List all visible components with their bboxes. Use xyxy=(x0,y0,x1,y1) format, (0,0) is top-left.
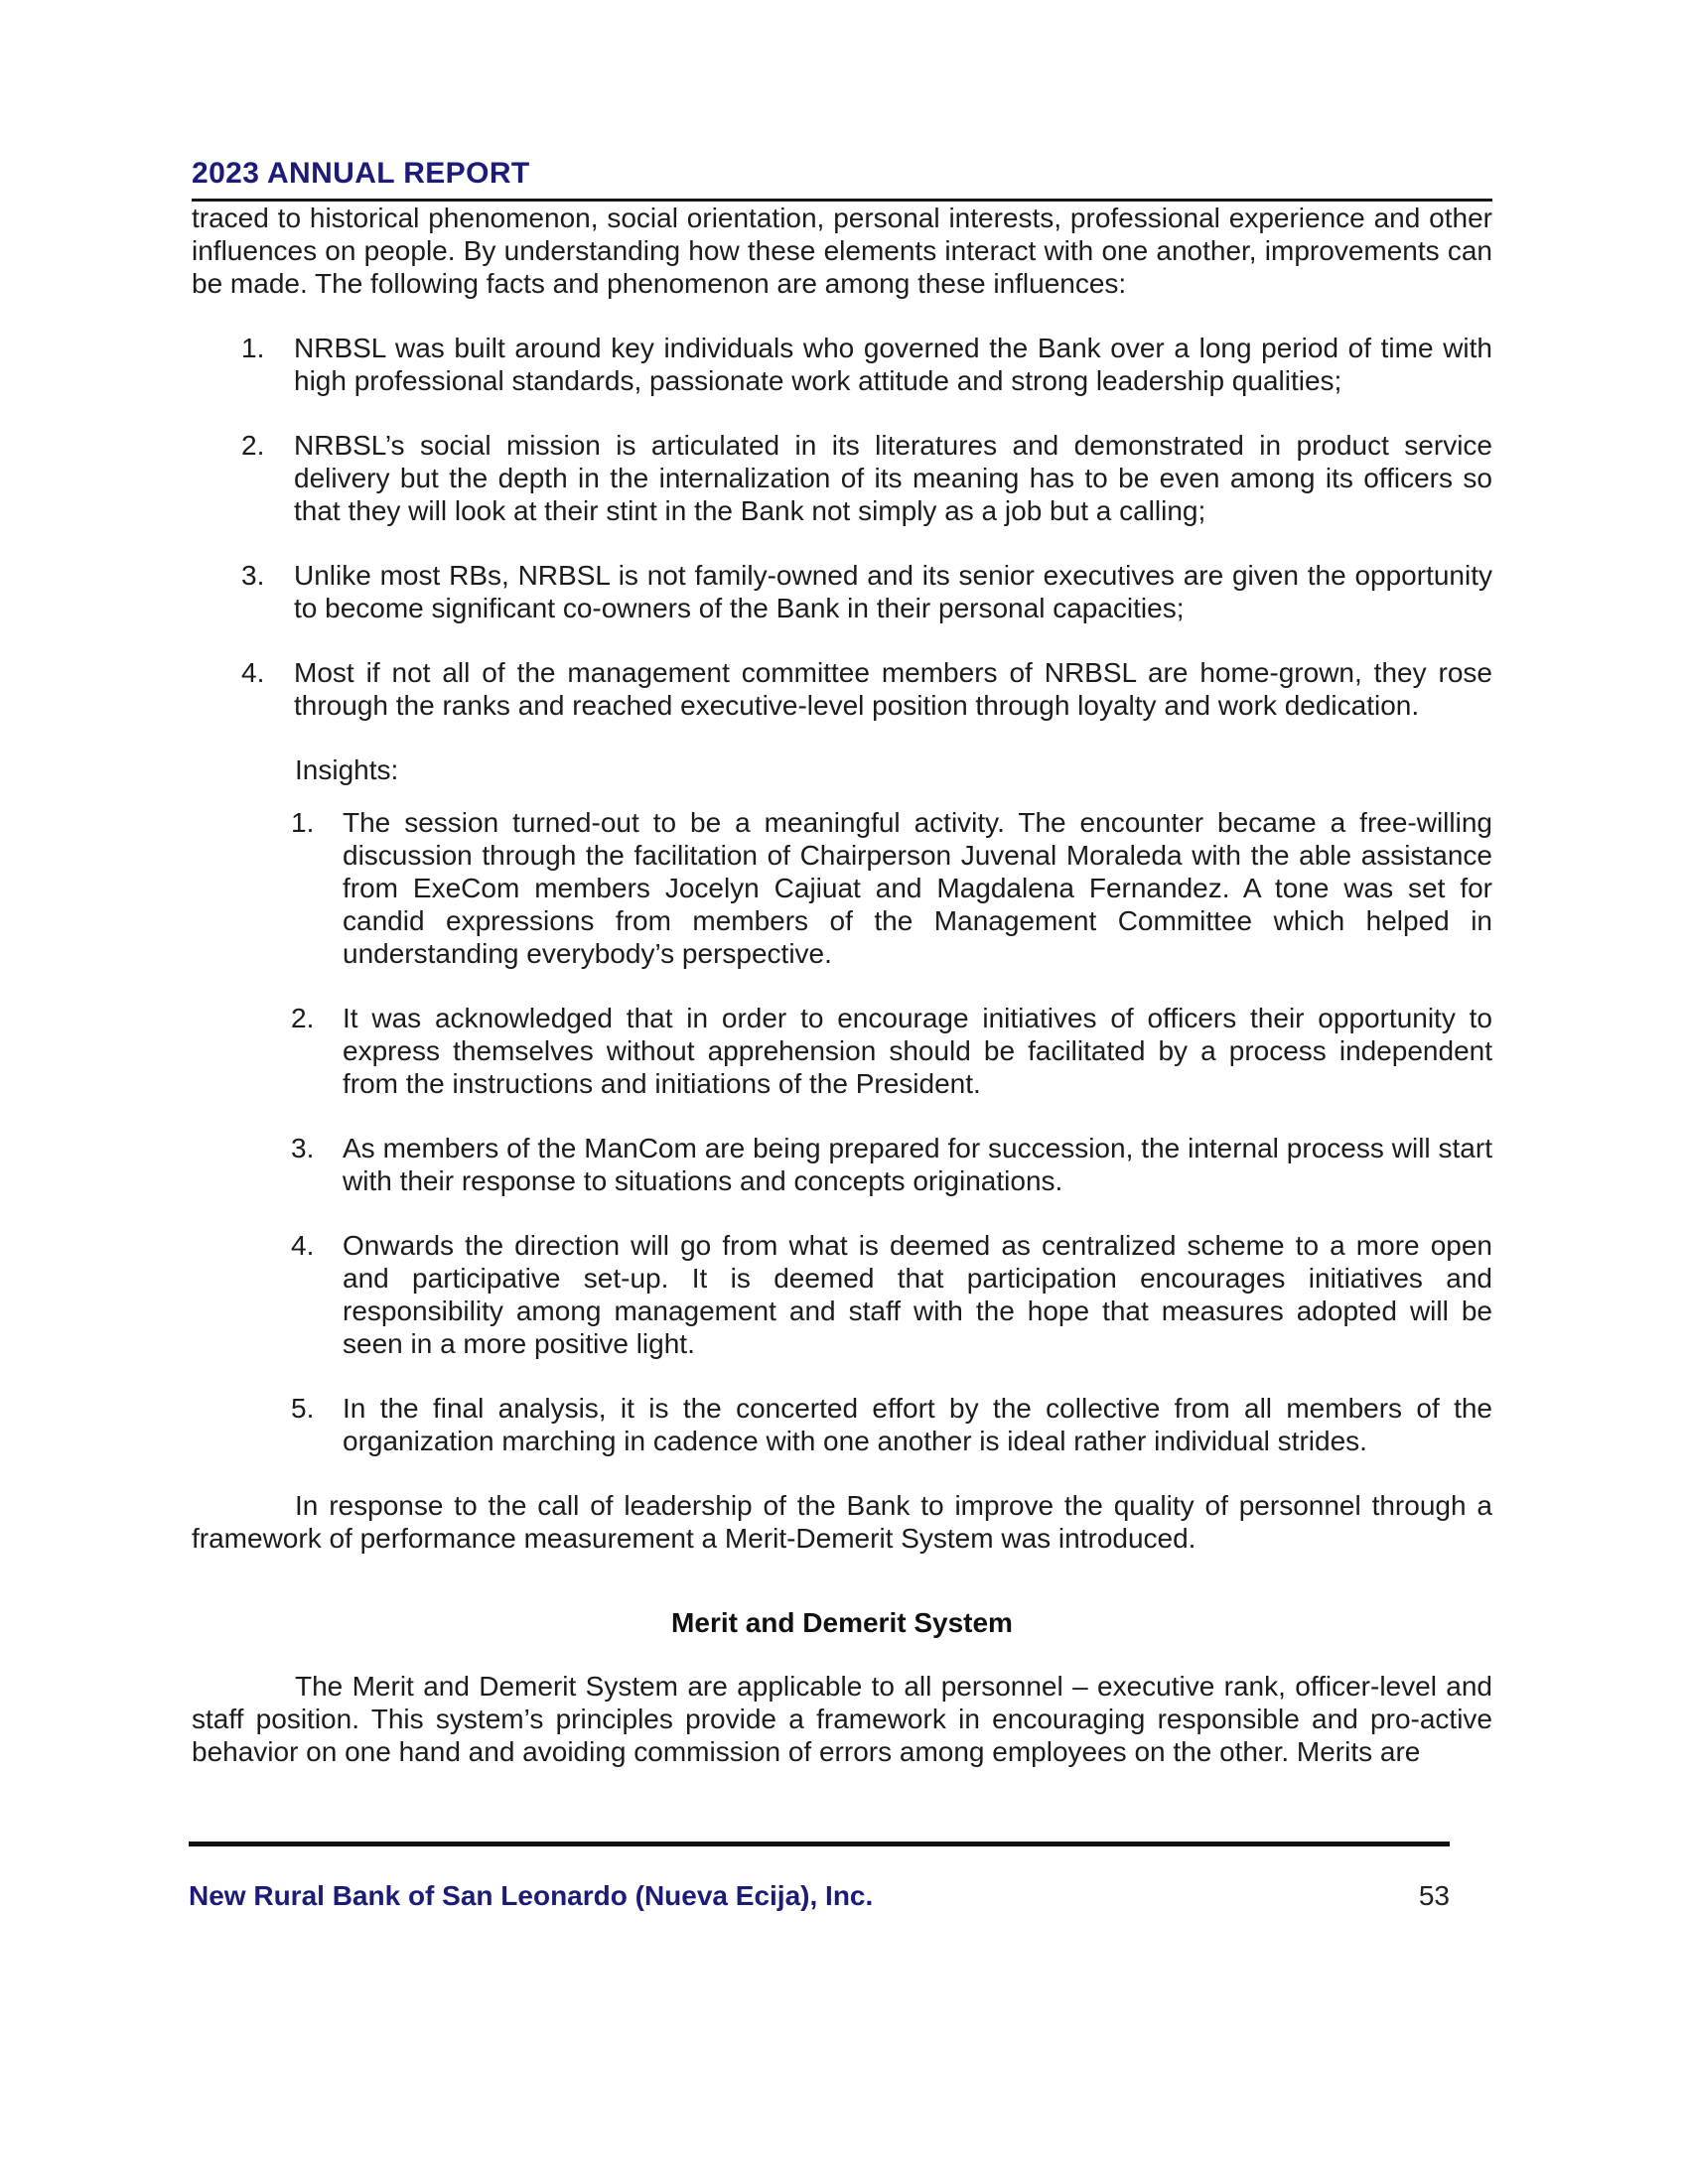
page-title: 2023 ANNUAL REPORT xyxy=(192,157,530,190)
footer-bank-name: New Rural Bank of San Leonardo (Nueva Ecija), Inc. xyxy=(189,1880,874,1911)
page-footer xyxy=(189,1842,1450,1912)
list-item xyxy=(192,1229,1492,1360)
list-item xyxy=(192,656,1492,722)
list-item-text: In the final analysis, it is the concerted effort by the collective from all members of the organization marching in cadence with one another is ideal rather individual strides. xyxy=(343,1393,1492,1456)
list-item-text: NRBSL was built around key individuals who governed the Bank over a long period of time with high professional standards, passionate work attitude and strong leadership qualities; xyxy=(294,333,1492,396)
list-item-text: As members of the ManCom are being prepared for succession, the internal process will start with their response to situations and concepts originations. xyxy=(343,1133,1492,1196)
list-item-number: 2. xyxy=(241,430,265,461)
merit-paragraph: The Merit and Demerit System are applicable to all personnel – executive rank, officer-level and staff position. This system’s principles provide a framework in encouraging responsible and pro-active behavior on one hand and avoiding commission of errors among employees on the other. Merits are xyxy=(192,1671,1492,1767)
influences-list xyxy=(192,332,1492,722)
list-item-text: It was acknowledged that in order to encourage initiatives of officers their opportunity to express themselves without apprehension should be facilitated by a process independent from the instructions and initiations of the President. xyxy=(343,1003,1492,1099)
section-heading: Merit and Demerit System xyxy=(671,1607,1013,1638)
list-item-number: 4. xyxy=(291,1230,315,1261)
list-item-text: Most if not all of the management committee members of NRBSL are home-grown, they rose through the ranks and reached executive-level position through loyalty and work dedication. xyxy=(294,657,1492,721)
list-item xyxy=(192,332,1492,397)
list-item-number: 5. xyxy=(291,1393,315,1424)
list-item xyxy=(192,559,1492,624)
list-item-number: 4. xyxy=(241,657,265,688)
footer-page-number: 53 xyxy=(1418,1880,1450,1911)
list-item-number: 3. xyxy=(291,1133,315,1163)
insights-label: Insights: xyxy=(295,754,399,785)
list-item-text: NRBSL’s social mission is articulated in its literatures and demonstrated in product service delivery but the depth in the internalization of its meaning has to be even among its officers so that they will look at their stint in the Bank not simply as a job but a calling; xyxy=(294,430,1492,526)
document-header xyxy=(192,159,1492,202)
page xyxy=(192,159,1492,1768)
list-item xyxy=(192,1132,1492,1197)
list-item-number: 1. xyxy=(291,807,315,838)
list-item-number: 2. xyxy=(291,1003,315,1033)
list-item-text: The session turned-out to be a meaningful activity. The encounter became a free-willing discussion through the facilitation of Chairperson Juvenal Moraleda with the able assistance from ExeCom members Jocelyn Cajiuat and Magdalena Fernandez. A tone was set for candid expressions from members of the Management Committee which helped in understanding everybody’s perspective. xyxy=(343,807,1492,969)
list-item xyxy=(192,1002,1492,1100)
insights-list xyxy=(192,806,1492,1457)
list-item-number: 3. xyxy=(241,560,265,591)
list-item xyxy=(192,806,1492,970)
list-item xyxy=(192,1392,1492,1457)
list-item xyxy=(192,429,1492,527)
intro-paragraph: traced to historical phenomenon, social orientation, personal interests, professional experience and other influences on people. By understanding how these elements interact with one another, improvements can be made. The following facts and phenomenon are among these influences: xyxy=(192,203,1492,299)
list-item-number: 1. xyxy=(241,333,265,363)
response-paragraph: In response to the call of leadership of the Bank to improve the quality of personnel through a framework of performance measurement a Merit-Demerit System was introduced. xyxy=(192,1490,1492,1554)
list-item-text: Onwards the direction will go from what is deemed as centralized scheme to a more open and participative set-up. It is deemed that participation encourages initiatives and responsibility among management and staff with the hope that measures adopted will be seen in a more positive light. xyxy=(343,1230,1492,1359)
list-item-text: Unlike most RBs, NRBSL is not family-owned and its senior executives are given the opportunity to become significant co-owners of the Bank in their personal capacities; xyxy=(294,560,1492,623)
